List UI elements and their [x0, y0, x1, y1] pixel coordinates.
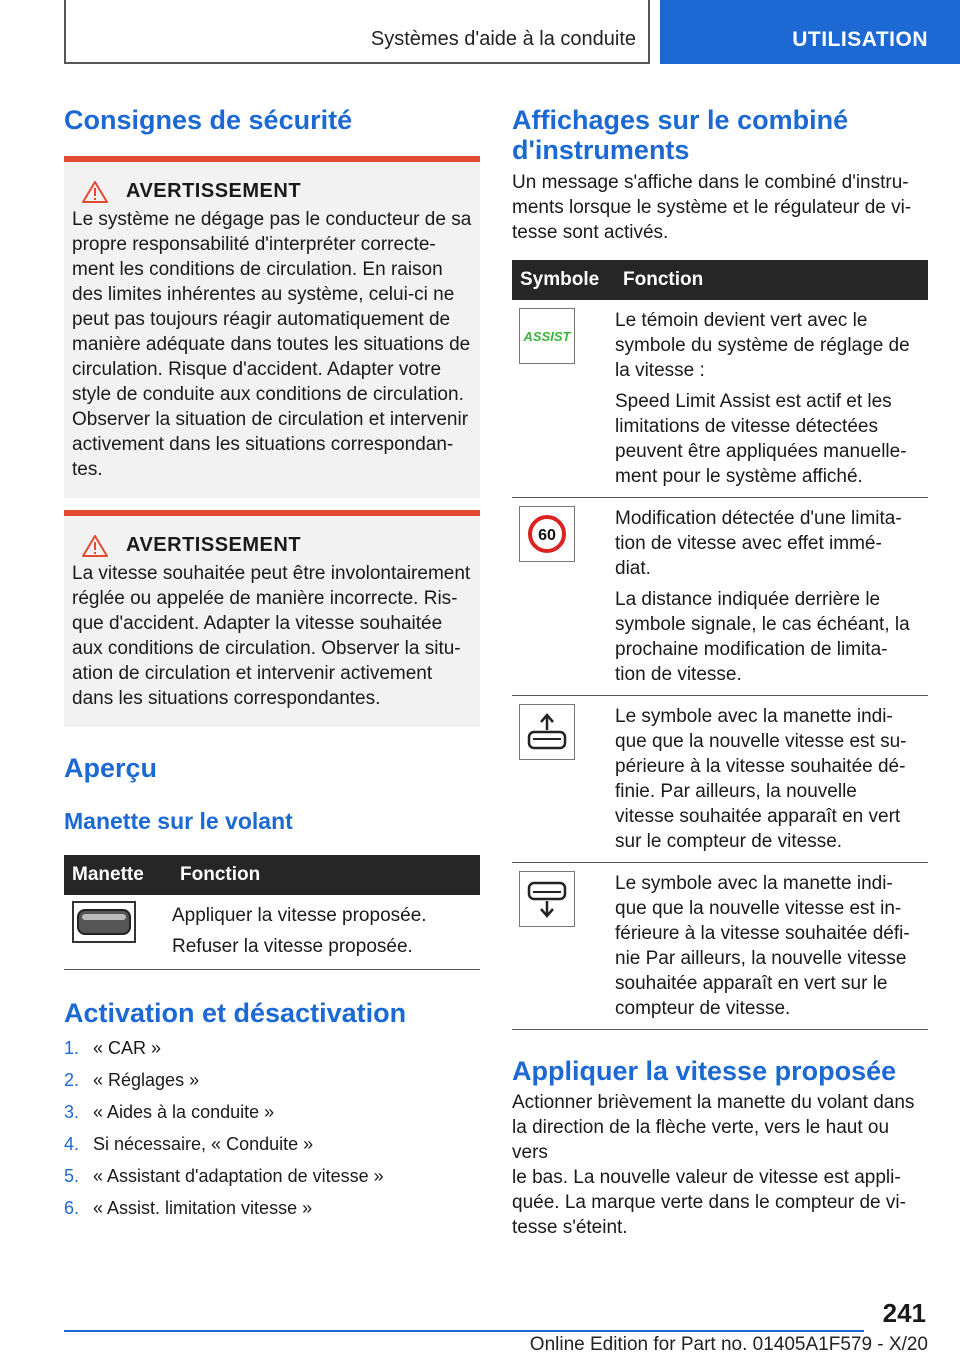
list-item: [64, 1160, 480, 1192]
arrow-down-lever-icon: [525, 877, 569, 921]
step-number: 1.: [64, 1038, 80, 1058]
warning-title: AVERTISSEMENT: [126, 180, 302, 202]
symbol-table: [512, 260, 928, 1030]
table-header-function: Fonction: [615, 260, 928, 300]
assist-icon: [519, 308, 575, 364]
display-heading: [512, 105, 928, 165]
text-line: souhaitée apparaît en vert sur le: [615, 973, 888, 994]
text-line: aux conditions de circulation. Observer la situ‐: [72, 638, 461, 659]
text-line: compteur de vitesse.: [615, 998, 791, 1019]
table-row: [64, 895, 480, 970]
text-line: Observer la situation de circulation et intervenir: [72, 409, 469, 430]
text-line: Le système ne dégage pas le conducteur de sa: [72, 209, 472, 230]
header-tab-utilisation[interactable]: UTILISATION: [660, 0, 960, 64]
text-line: Le symbole avec la manette indi‐: [615, 873, 893, 894]
warning-text: [72, 561, 472, 711]
table-row: [512, 863, 928, 1030]
text-line: que que la nouvelle vitesse est su‐: [615, 731, 907, 752]
text-line: symbole du système de réglage de: [615, 335, 910, 356]
symbol-description: [615, 704, 920, 854]
text-line: La vitesse souhaitée peut être involontairement: [72, 563, 471, 584]
list-item: [64, 1064, 480, 1096]
step-number: 3.: [64, 1102, 80, 1122]
symbol-description: [615, 506, 920, 581]
text-line: tion de vitesse avec effet immé‐: [615, 533, 882, 554]
lever-up-icon: [519, 704, 575, 760]
text-line: limitations de vitesse détectées: [615, 416, 878, 437]
text-line: tesse s'éteint.: [512, 1217, 628, 1238]
heading-line: Affichages sur le combiné: [512, 105, 849, 135]
text-line: vitesse souhaitée apparaît en vert: [615, 806, 901, 827]
table-header-lever: Manette: [64, 855, 172, 895]
list-item: [64, 1096, 480, 1128]
text-line: Modification détectée d'une limita‐: [615, 508, 902, 529]
table-header-function: Fonction: [172, 855, 480, 895]
text-line: symbole signale, le cas échéant, la: [615, 614, 910, 635]
text-line: que que la nouvelle vitesse est in‐: [615, 898, 902, 919]
text-line: réglée ou appelée de manière incorrecte. Ris‐: [72, 588, 458, 609]
text-line: des limites inhérentes au système, celui-ci ne: [72, 284, 455, 305]
step-number: 6.: [64, 1198, 80, 1218]
apply-paragraph: [512, 1090, 928, 1240]
text-line: manière adéquate dans toutes les situations de: [72, 334, 471, 355]
lever-table: [64, 855, 480, 970]
menu-path-car: « CAR »: [93, 1038, 162, 1058]
warning-title: AVERTISSEMENT: [126, 534, 302, 556]
text-line: la direction de la flèche verte, vers le haut ou vers: [512, 1117, 890, 1163]
speed-limit-circle-icon: [527, 514, 567, 554]
header-section-title: Systèmes d'aide à la conduite: [370, 28, 636, 50]
text-line: activement dans les situations correspondan‐: [72, 434, 454, 455]
text-line: férieure à la vitesse souhaitée défi‐: [615, 923, 910, 944]
arrow-up-lever-icon: [525, 710, 569, 754]
lever-function-refuse: Refuser la vitesse proposée.: [172, 936, 413, 957]
warning-text: [72, 207, 472, 482]
text-line: tion de vitesse.: [615, 664, 742, 685]
footer-rule: [64, 1330, 864, 1332]
list-item: [64, 1192, 480, 1224]
speed-limit-sign-icon: [519, 506, 575, 562]
table-row: [512, 300, 928, 498]
table-row: [512, 696, 928, 863]
activation-heading: Activation et désactivation: [64, 998, 407, 1028]
text-line: diat.: [615, 558, 651, 579]
text-line: ments lorsque le système et le régulateur de vi‐: [512, 197, 912, 218]
warning-triangle-icon: [82, 181, 108, 203]
text-line: La distance indiquée derrière le: [615, 589, 881, 610]
assist-icon-text: ASSIST: [523, 328, 571, 344]
warning-box-2: [64, 510, 480, 727]
warning-triangle-icon: [82, 535, 108, 557]
apply-heading: Appliquer la vitesse proposée: [512, 1056, 897, 1086]
list-item: [64, 1032, 480, 1064]
text-line: dans les situations correspondantes.: [72, 688, 381, 709]
table-header-symbol: Symbole: [512, 260, 615, 300]
text-line: peuvent être appliquées manuelle‐: [615, 441, 907, 462]
text-line: Le symbole avec la manette indi‐: [615, 706, 893, 727]
table-row: [512, 498, 928, 696]
text-line: la vitesse :: [615, 360, 705, 381]
menu-path-driving-aids: « Aides à la conduite »: [93, 1102, 275, 1122]
text-line: périeure à la vitesse souhaitée dé‐: [615, 756, 906, 777]
step-number: 4.: [64, 1134, 80, 1154]
menu-path-settings: « Réglages »: [93, 1070, 200, 1090]
heading-line: d'instruments: [512, 135, 690, 165]
text-line: tes.: [72, 459, 103, 480]
text-line: sur le compteur de vitesse.: [615, 831, 843, 852]
text-line: style de conduite aux conditions de circulation.: [72, 384, 464, 405]
overview-subheading: Manette sur le volant: [64, 808, 293, 834]
lever-down-icon: [519, 871, 575, 927]
display-intro: [512, 170, 928, 245]
text-line: quée. La marque verte dans le compteur de vi‐: [512, 1192, 906, 1213]
footer-edition-text: Online Edition for Part no. 01405A1F579 - X/20: [529, 1334, 928, 1355]
text-line: nie Par ailleurs, la nouvelle vitesse: [615, 948, 907, 969]
right-column: [512, 100, 928, 1240]
text-line: circulation. Risque d'accident. Adapter votre: [72, 359, 442, 380]
menu-path-speed-assistant: « Assistant d'adaptation de vitesse »: [93, 1166, 384, 1186]
text-line: finie. Par ailleurs, la nouvelle: [615, 781, 857, 802]
menu-path-limit-assist: « Assist. limitation vitesse »: [93, 1198, 313, 1218]
header-bottom-rule: [64, 62, 648, 64]
symbol-description: [615, 389, 920, 489]
text-line: peut pas toujours réagir automatiquement de: [72, 309, 451, 330]
text-line: Le témoin devient vert avec le: [615, 310, 868, 331]
step-number: 5.: [64, 1166, 80, 1186]
activation-steps: [64, 1032, 480, 1224]
header-separator: [648, 0, 650, 64]
text-line: propre responsabilité d'interpréter correcte‐: [72, 234, 436, 255]
symbol-description: [615, 587, 920, 687]
page-number: 241: [882, 1298, 926, 1328]
text-line: ment les conditions de circulation. En raison: [72, 259, 443, 280]
symbol-description: [615, 871, 920, 1021]
steering-lever-icon: [72, 901, 136, 943]
text-line: Speed Limit Assist est actif et les: [615, 391, 892, 412]
text-line: Un message s'affiche dans le combiné d'instru‐: [512, 172, 909, 193]
text-line: tesse sont activés.: [512, 222, 669, 243]
overview-heading: Aperçu: [64, 753, 158, 783]
text-line: ment pour le système affiché.: [615, 466, 863, 487]
list-item: [64, 1128, 480, 1160]
symbol-description: [615, 308, 920, 383]
step-number: 2.: [64, 1070, 80, 1090]
text-line: le bas. La nouvelle valeur de vitesse est appli‐: [512, 1167, 901, 1188]
text-line: que d'accident. Adapter la vitesse souhaitée: [72, 613, 443, 634]
safety-heading: Consignes de sécurité: [64, 105, 353, 135]
left-column: [64, 100, 480, 1224]
text-line: Actionner brièvement la manette du volant dans: [512, 1092, 915, 1113]
text-line: ation de circulation et intervenir activement: [72, 663, 433, 684]
speed-limit-value: 60: [538, 527, 556, 544]
warning-box-1: [64, 156, 480, 498]
text-line: prochaine modification de limita‐: [615, 639, 888, 660]
menu-path-driving: Si nécessaire, « Conduite »: [93, 1134, 314, 1154]
lever-function-apply: Appliquer la vitesse proposée.: [172, 905, 427, 926]
